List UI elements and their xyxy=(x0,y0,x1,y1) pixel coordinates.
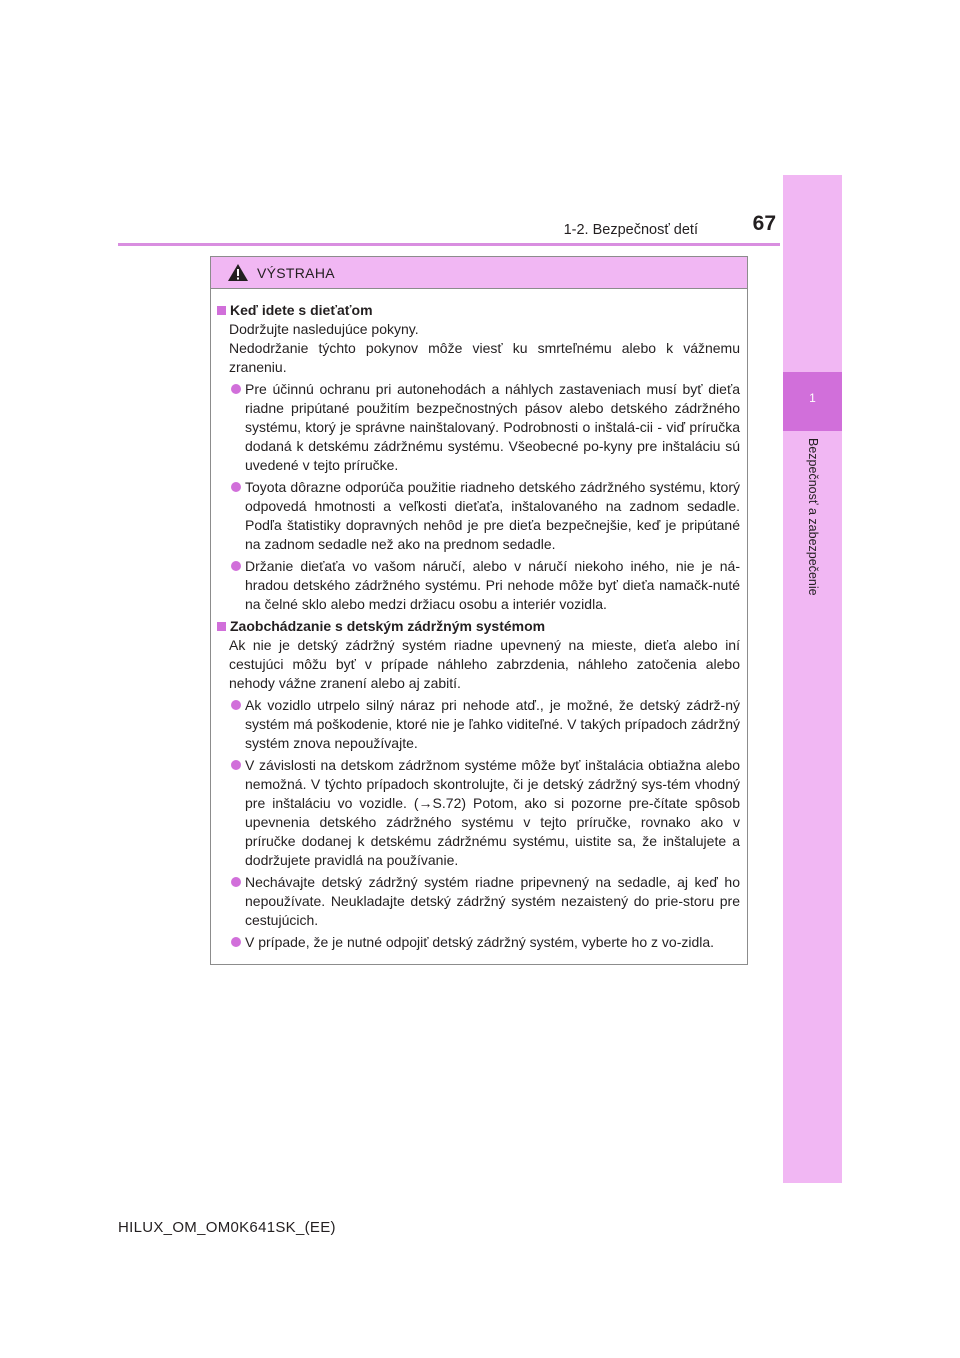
warning-triangle-icon xyxy=(227,263,249,282)
topic-intro xyxy=(217,320,740,377)
list-item-text: Nechávajte detský zádržný systém riadne pripevnený na sedadle, aj keď ho nepoužívate. Neukladajte detský zádržný systém nezaistený do prie-storu pre cestujúcich. xyxy=(245,874,740,928)
topic-title-text: Zaobchádzanie s detským zádržným systémom xyxy=(230,618,546,634)
topic-intro-line: Dodržujte nasledujúce pokyny. xyxy=(229,321,419,337)
topic-intro-line: Nedodržanie týchto pokynov môže viesť ku smrteľnému alebo k vážnemu zraneniu. xyxy=(229,340,740,375)
section-title: 1-2. Bezpečnosť detí xyxy=(563,222,698,238)
bullet-list xyxy=(217,696,740,952)
circle-bullet-icon xyxy=(231,937,241,947)
circle-bullet-icon xyxy=(231,700,241,710)
list-item-text: V závislosti na detskom zádržnom systéme môže byť inštalácia obtiažna alebo nemožná. V týchto prípadoch skontrolujte, či je detský zádržný sys-tém vhodný pre inštaláciu vo vozidle. (→S.72) Potom, ako si pozorne pre-čítate spôsob upevnenia detského zádržného systému v tejto príručke, rovnako ako v príručke dodanej k detskému zádržnému systému, uistite sa, že inštalujete a dodržujete pravidlá na používanie. xyxy=(245,757,740,868)
topic-title-text: Keď idete s dieťaťom xyxy=(230,302,373,318)
list-item-text: Pre účinnú ochranu pri autonehodách a náhlych zastaveniach musí byť dieťa riadne pripútané použitím bezpečnostných pásov alebo detského zádržného systému, ktorý je správne nainštalovaný. Podrobnosti o inštalá-cii - viď príručka dodaná k detskému zádržnému systému. Všeobecné po-kyny pre inštaláciu sú uvedené v tejto príručke. xyxy=(245,381,740,473)
list-item xyxy=(217,696,740,753)
document-code: HILUX_OM_OM0K641SK_(EE) xyxy=(118,1219,336,1236)
topic-title xyxy=(217,301,740,320)
list-item xyxy=(217,756,740,870)
list-item xyxy=(217,478,740,554)
chapter-side-tab xyxy=(783,175,842,1183)
topic-restraint-handling xyxy=(217,617,740,952)
topic-child-travel xyxy=(217,301,740,614)
circle-bullet-icon xyxy=(231,561,241,571)
square-bullet-icon xyxy=(217,622,226,631)
warning-header xyxy=(211,257,747,289)
header-rule xyxy=(118,243,780,246)
list-item xyxy=(217,933,740,952)
list-item xyxy=(217,380,740,475)
warning-box xyxy=(210,256,748,965)
list-item-text: Toyota dôrazne odporúča použitie riadneho detského zádržného systému, ktorý odpovedá hmotnosti a veľkosti dieťaťa, inštalovaného na zadnom sedadle. Podľa štatistiky dopravných nehôd je pre dieťa bezpečnejšie, keď je pripútané na zadnom sedadle než ako na prednom sedadle. xyxy=(245,479,740,552)
topic-title xyxy=(217,617,740,636)
circle-bullet-icon xyxy=(231,384,241,394)
square-bullet-icon xyxy=(217,306,226,315)
chapter-label: Bezpečnosť a zabezpečenie xyxy=(806,438,820,596)
chapter-number: 1 xyxy=(809,391,816,405)
topic-intro-line: Ak nie je detský zádržný systém riadne upevnený na mieste, dieťa alebo iní cestujúci môžu byť v prípade náhleho zabrzdenia, náhleho zatočenia alebo nehody vážne zranení alebo aj zabití. xyxy=(229,637,740,691)
bullet-list xyxy=(217,380,740,614)
warning-title: VÝSTRAHA xyxy=(257,264,335,281)
page-number: 67 xyxy=(752,212,776,235)
circle-bullet-icon xyxy=(231,877,241,887)
circle-bullet-icon xyxy=(231,760,241,770)
list-item-text: V prípade, že je nutné odpojiť detský zádržný systém, vyberte ho z vo-zidla. xyxy=(245,934,715,950)
topic-intro xyxy=(217,636,740,693)
list-item-text: Držanie dieťaťa vo vašom náručí, alebo v náručí niekoho iného, nie je ná-hradou detského zádržného systému. Pri nehode môže byť dieťa namačk-nuté na čelné sklo alebo medzi držiacu osobu a interiér vozidla. xyxy=(245,558,740,612)
list-item xyxy=(217,873,740,930)
list-item xyxy=(217,557,740,614)
warning-body xyxy=(211,289,747,952)
list-item-text: Ak vozidlo utrpelo silný náraz pri nehode atď., je možné, že detský zádrž-ný systém má poškodenie, ktoré nie je ľahko viditeľné. V takých prípadoch zádržný systém znova nepoužívajte. xyxy=(245,697,740,751)
circle-bullet-icon xyxy=(231,482,241,492)
